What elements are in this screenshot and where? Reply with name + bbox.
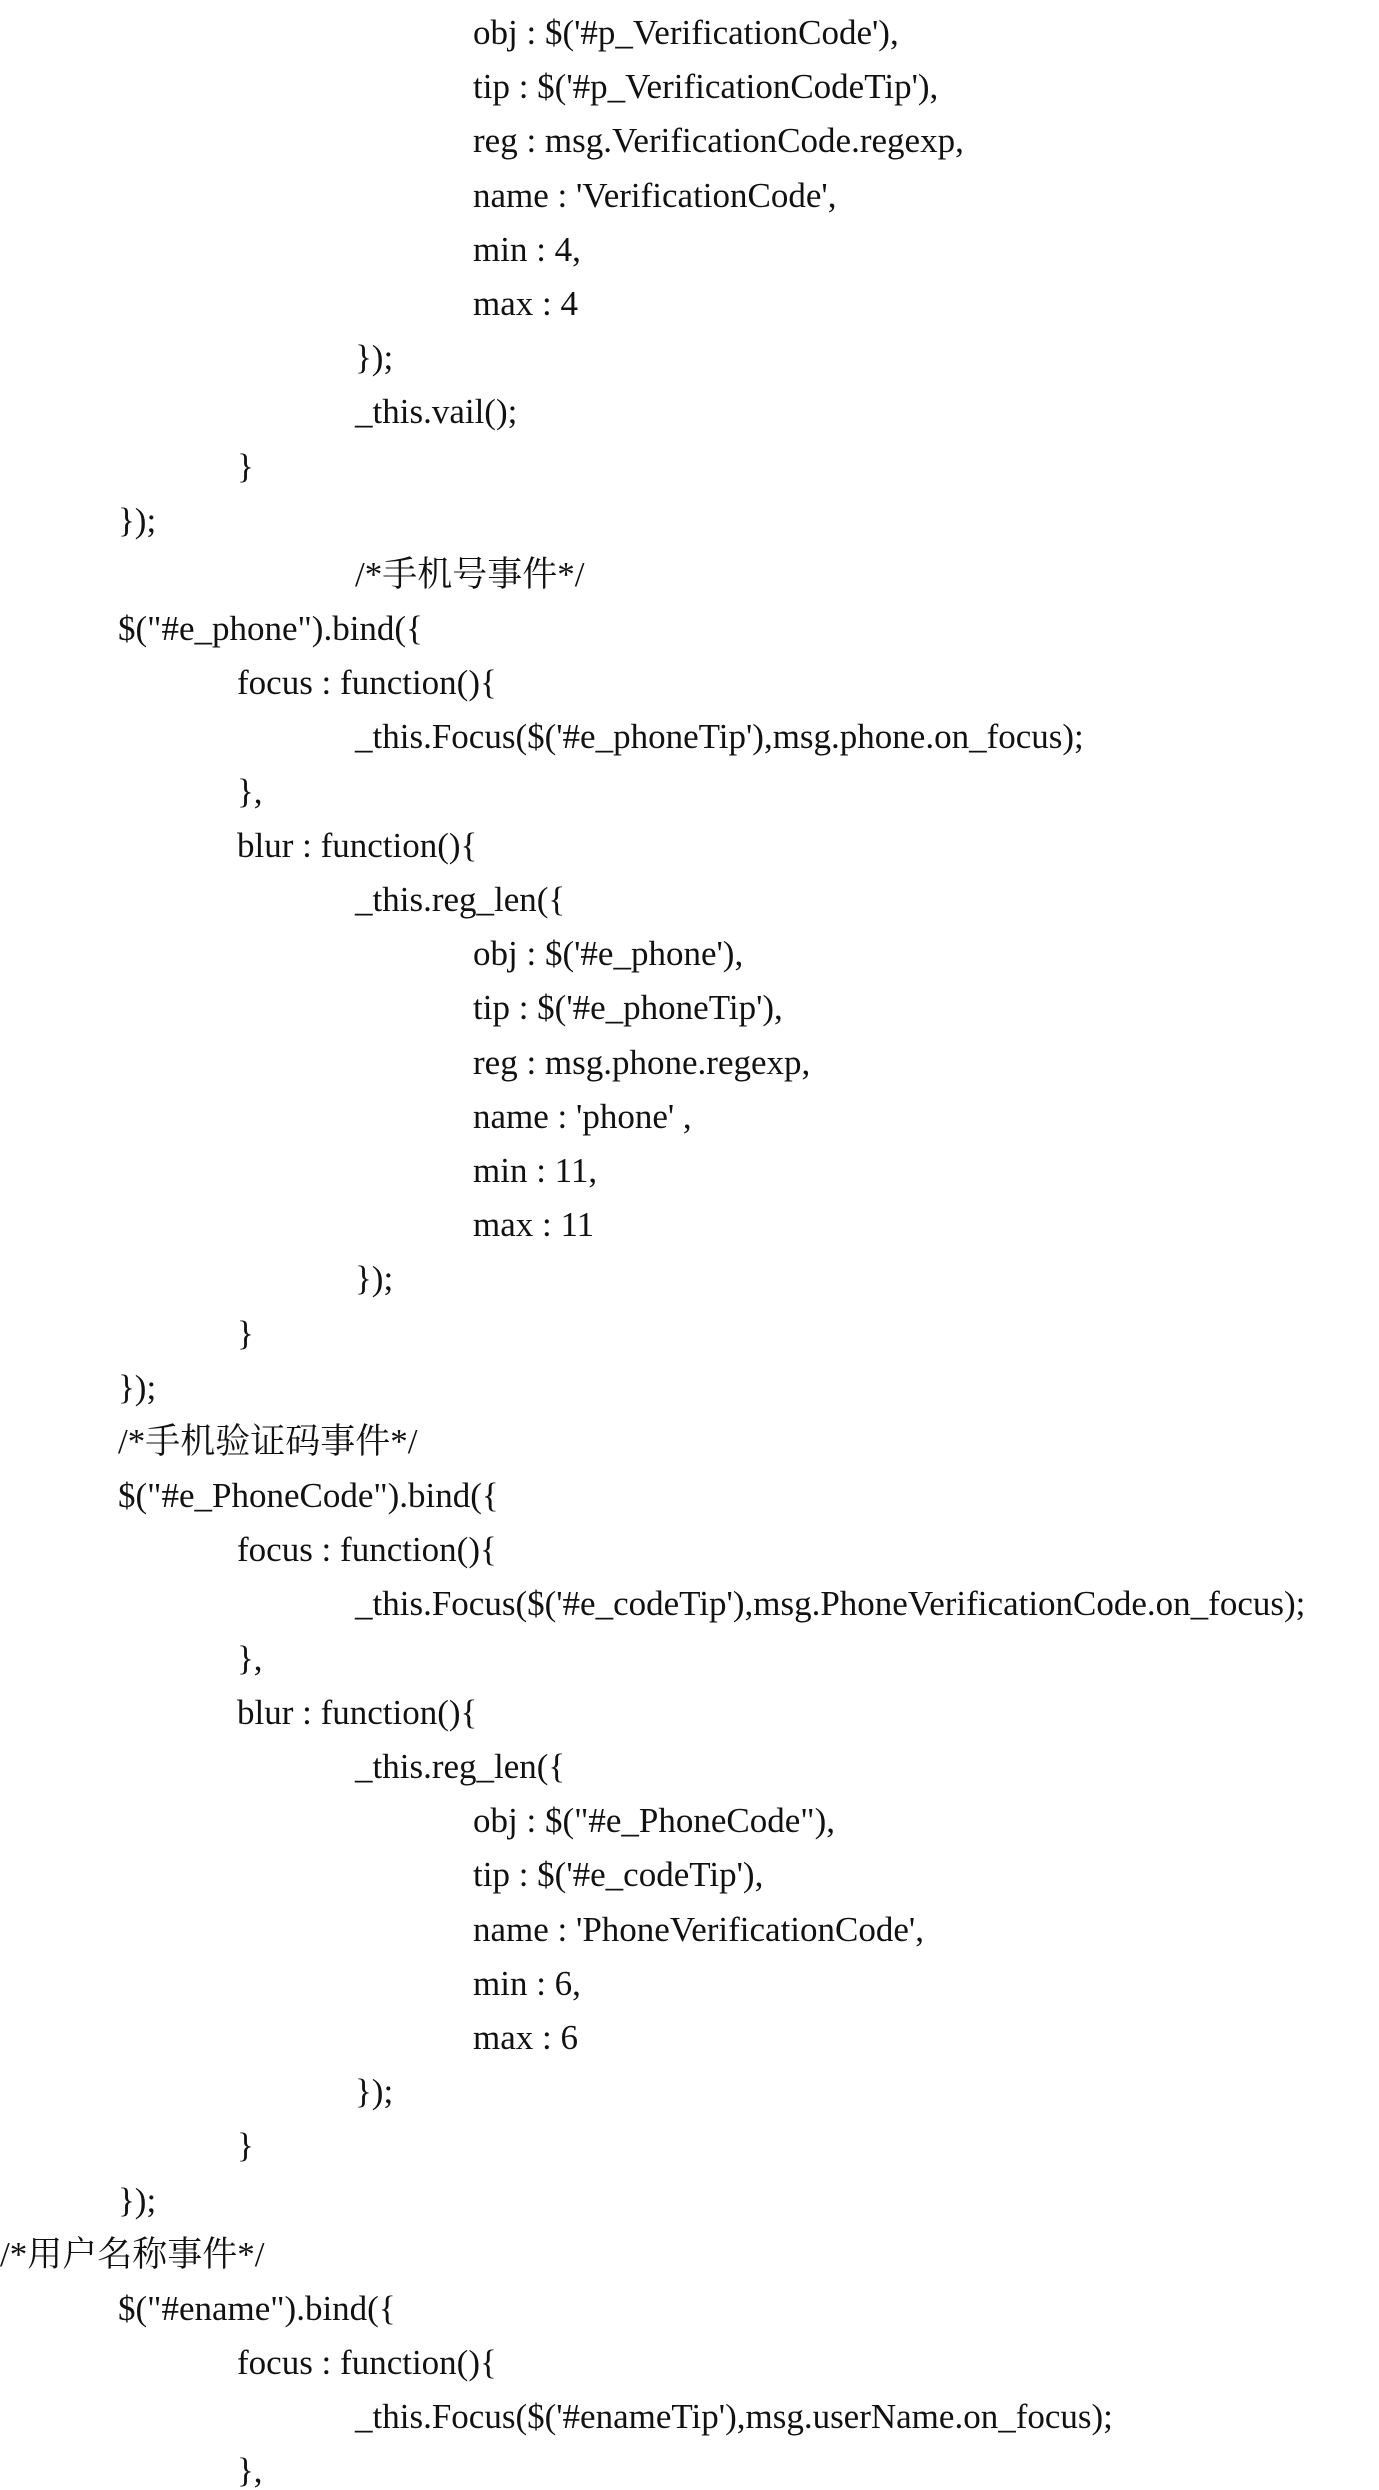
code-line-text: reg : msg.phone.regexp, <box>473 1042 811 1082</box>
code-line-text: max : 6 <box>473 2017 578 2057</box>
code-line-text: _this.Focus($('#e_codeTip'),msg.PhoneVerificationCode.on_focus); <box>355 1584 1306 1624</box>
code-line-text: max : 11 <box>473 1205 595 1245</box>
code-line-text: min : 6, <box>473 1963 581 2003</box>
code-line-text: $("#ename").bind({ <box>118 2288 396 2328</box>
code-line-text: blur : function(){ <box>237 825 478 865</box>
code-line-text: max : 4 <box>473 283 578 323</box>
code-line-text: }); <box>118 1367 157 1407</box>
code-line-text: tip : $('#e_codeTip'), <box>473 1855 764 1895</box>
code-line-text: /*手机号事件*/ <box>355 554 585 594</box>
code-line-text: $("#e_PhoneCode").bind({ <box>118 1476 499 1516</box>
code-line-text: name : 'phone' , <box>473 1096 692 1136</box>
code-line-text: name : 'PhoneVerificationCode', <box>473 1909 924 1949</box>
code-line-text: }, <box>237 771 263 811</box>
code-line-text: obj : $("#e_PhoneCode"), <box>473 1801 835 1841</box>
code-line-text: }); <box>355 2072 394 2112</box>
code-line-text: focus : function(){ <box>237 1530 497 1570</box>
code-line-text: focus : function(){ <box>237 2343 497 2383</box>
code-line-text: }); <box>355 1259 394 1299</box>
code-line-text: }); <box>355 338 394 378</box>
code-line-text: _this.reg_len({ <box>355 1747 566 1786</box>
code-line-text: /*用户名称事件*/ <box>0 2234 265 2274</box>
code-line-text: tip : $('#p_VerificationCodeTip'), <box>473 67 939 107</box>
code-line-text: obj : $('#p_VerificationCode'), <box>473 13 899 52</box>
code-line-text: obj : $('#e_phone'), <box>473 934 744 974</box>
code-line-text: }, <box>237 1638 263 1678</box>
code-line-text: focus : function(){ <box>237 663 497 703</box>
code-line-text: min : 4, <box>473 229 581 269</box>
code-line-text: blur : function(){ <box>237 1692 478 1732</box>
code-line-text: reg : msg.VerificationCode.regexp, <box>473 121 964 161</box>
code-line-text: } <box>237 2126 254 2166</box>
code-line-text: }); <box>118 2180 157 2220</box>
code-line-text: min : 11, <box>473 1150 598 1190</box>
code-line-text: _this.reg_len({ <box>355 880 566 919</box>
code-line-text: } <box>237 1313 254 1353</box>
code-line-text: _this.vail(); <box>355 392 518 432</box>
code-line-text: } <box>237 446 254 486</box>
code-line-text: $("#e_phone").bind({ <box>118 609 423 649</box>
code-line-text: tip : $('#e_phoneTip'), <box>473 988 783 1028</box>
code-line-text: }); <box>118 500 157 540</box>
code-line-text: _this.Focus($('#e_phoneTip'),msg.phone.on_focus); <box>355 717 1084 757</box>
code-line-text: _this.Focus($('#enameTip'),msg.userName.on_focus); <box>355 2397 1113 2437</box>
code-line-text: name : 'VerificationCode', <box>473 175 837 215</box>
code-line-text: }, <box>237 2451 263 2490</box>
code-line-text: /*手机验证码事件*/ <box>118 1421 418 1461</box>
